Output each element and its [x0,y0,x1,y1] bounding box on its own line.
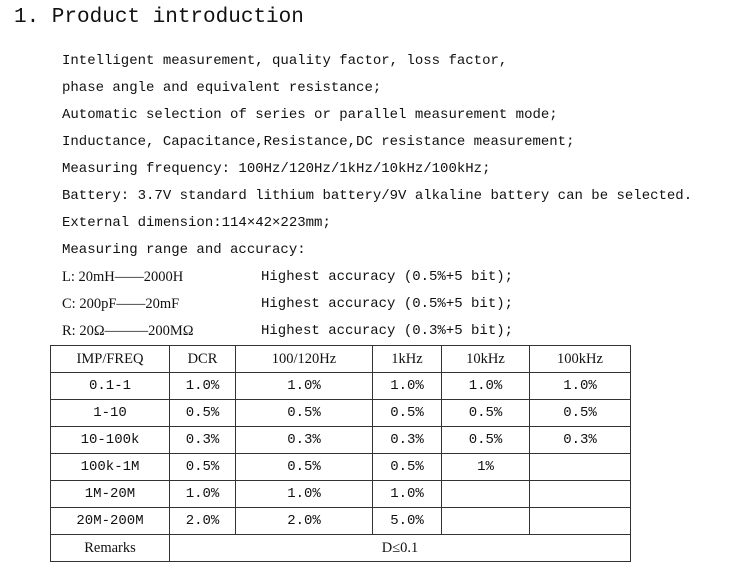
header-cell: 10kHz [442,346,530,373]
table-cell: 1-10 [51,400,170,427]
range-accuracy: Highest accuracy (0.3%+5 bit); [261,323,514,339]
table-cell: 0.5% [236,454,373,481]
feature-list [62,48,692,264]
table-cell: 0.5% [442,427,530,454]
header-cell: IMP/FREQ [51,346,170,373]
remarks-value: D≤0.1 [170,535,631,562]
table-row [51,508,631,535]
table-cell: 0.5% [236,400,373,427]
feature-line: Inductance, Capacitance,Resistance,DC resistance measurement; [62,134,575,150]
table-cell: 0.3% [530,427,631,454]
range-label: R: 20Ω———200MΩ [62,323,194,339]
table-cell: 0.5% [373,454,442,481]
table-row [51,481,631,508]
feature-line: Measuring frequency: 100Hz/120Hz/1kHz/10kHz/100kHz; [62,161,491,177]
header-cell: 100/120Hz [236,346,373,373]
table-cell: 1M-20M [51,481,170,508]
feature-line: Automatic selection of series or parallel measurement mode; [62,107,558,123]
table-cell: 0.5% [373,400,442,427]
table-cell [530,454,631,481]
table-cell: 5.0% [373,508,442,535]
table-cell: 1.0% [442,373,530,400]
table-cell: 1.0% [170,481,236,508]
table-row [51,454,631,481]
table-cell: 100k-1M [51,454,170,481]
range-label: L: 20mH——2000H [62,269,184,285]
table-cell: 2.0% [170,508,236,535]
remarks-label: Remarks [51,535,170,562]
feature-line: phase angle and equivalent resistance; [62,80,382,96]
table-cell: 1.0% [373,373,442,400]
table-cell: 1.0% [373,481,442,508]
table-cell: 0.5% [170,454,236,481]
table-cell [530,508,631,535]
table-cell: 20M-200M [51,508,170,535]
feature-line: Intelligent measurement, quality factor, loss factor, [62,53,508,69]
table-cell: 1.0% [170,373,236,400]
table-cell: 1.0% [236,481,373,508]
table-cell: 0.3% [373,427,442,454]
table-cell [442,481,530,508]
table-cell: 0.3% [170,427,236,454]
table-row [51,427,631,454]
range-accuracy: Highest accuracy (0.5%+5 bit); [261,296,514,312]
table-cell: 1.0% [530,373,631,400]
feature-line: Battery: 3.7V standard lithium battery/9V alkaline battery can be selected. [62,188,693,204]
table-cell: 10-100k [51,427,170,454]
table-cell: 0.5% [442,400,530,427]
table-cell: 0.5% [170,400,236,427]
header-cell: 1kHz [373,346,442,373]
table-header-row [51,346,631,373]
table-row [51,373,631,400]
header-cell: DCR [170,346,236,373]
table-row [51,400,631,427]
table-cell: 1.0% [236,373,373,400]
table-cell: 0.1-1 [51,373,170,400]
table-cell: 1% [442,454,530,481]
table-cell: 0.3% [236,427,373,454]
header-cell: 100kHz [530,346,631,373]
table-cell [530,481,631,508]
accuracy-table [50,345,631,562]
feature-line: External dimension:114×42×223mm; [62,215,331,231]
feature-line: Measuring range and accuracy: [62,242,306,258]
table-cell [442,508,530,535]
table-remarks-row [51,535,631,562]
range-label: C: 200pF——20mF [62,296,180,312]
table-cell: 2.0% [236,508,373,535]
range-accuracy: Highest accuracy (0.5%+5 bit); [261,269,514,285]
table-cell: 0.5% [530,400,631,427]
section-heading: 1. Product introduction [14,6,304,29]
